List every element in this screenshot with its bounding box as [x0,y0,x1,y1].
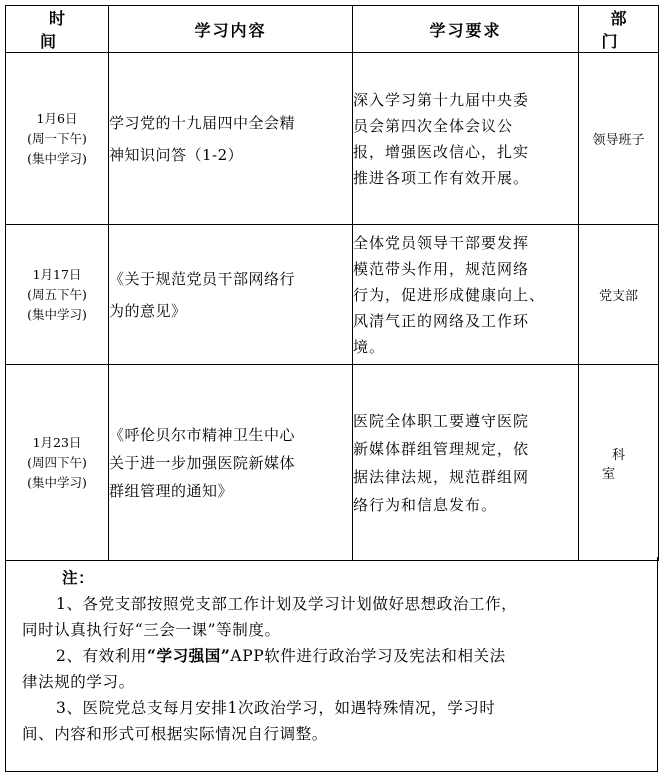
content-line: 学习党的十九届四中全会精 [109,113,296,132]
time-weekday: (周五下午) [27,286,87,302]
requirement-line: 推进各项工作有效开展。 [353,168,530,187]
note-text: APP软件进行政治学习及宪法和相关法 [230,647,506,665]
note-item-3-continued: 间、内容和形式可根据实际情况自行调整。 [22,725,328,743]
study-schedule-table [5,5,659,561]
time-date: 1月23日 [32,434,82,450]
requirement-line: 医院全体职工要遵守医院 [353,411,530,430]
requirement-line: 模范带头作用，规范网络 [353,259,530,278]
note-item-3 [22,695,647,721]
requirement-line: 行为，促进形成健康向上、 [353,285,546,304]
requirement-cell [353,53,579,225]
notes-section [5,557,658,772]
header-time: 时 间 [6,6,109,53]
time-cell [6,365,109,561]
note-text: 2、有效利用 [56,647,147,665]
time-weekday: (周四下午) [27,454,87,470]
requirement-line: 全体党员领导干部要发挥 [353,233,530,252]
department-cell: 党支部 [579,225,659,365]
time-weekday: (周一下午) [27,130,87,146]
content-line: 《关于规范党员干部网络行 [109,269,296,288]
table-row [6,53,659,225]
content-line: 为的意见》 [109,301,187,320]
note-text: 3、医院党总支每月安排1次政治学习，如遇特殊情况，学习时 [56,699,496,717]
table-row [6,225,659,365]
department-cell: 科 室 [579,365,659,561]
note-item-2-continued: 律法规的学习。 [22,673,135,691]
content-cell [109,225,353,365]
requirement-line: 络行为和信息发布。 [353,495,498,514]
requirement-line: 新媒体群组管理规定，依 [353,439,530,458]
note-item-1 [22,591,647,617]
content-cell [109,53,353,225]
note-item-2 [22,643,647,669]
requirement-line: 风清气正的网络及工作环 [353,311,530,330]
requirement-line: 据法律法规，规范群组网 [353,467,530,486]
time-mode: (集中学习) [27,150,87,166]
content-line: 神知识问答（1-2） [109,145,244,164]
content-line: 《呼伦贝尔市精神卫生中心 [109,425,296,444]
note-text: 1、各党支部按照党支部工作计划及学习计划做好思想政治工作， [56,595,518,613]
time-date: 1月6日 [36,110,78,126]
department-cell: 领导班子 [579,53,659,225]
note-emphasis: “学习强国” [146,646,231,665]
requirement-line: 深入学习第十九届中央委 [353,90,530,109]
time-date: 1月17日 [32,266,82,282]
time-mode: (集中学习) [27,474,87,490]
content-cell [109,365,353,561]
table-row [6,365,659,561]
requirement-line: 报，增强医改信心，扎实 [353,142,530,161]
header-content: 学习内容 [109,6,353,53]
content-line: 群组管理的通知》 [109,481,234,500]
requirement-line: 境。 [353,337,386,356]
time-mode: (集中学习) [27,306,87,322]
requirement-cell [353,365,579,561]
header-department: 部 门 [579,6,659,53]
time-cell [6,225,109,365]
table-header-row [6,6,659,53]
content-line: 关于进一步加强医院新媒体 [109,453,296,472]
requirement-line: 员会第四次全体会议公 [353,116,514,135]
header-requirement: 学习要求 [353,6,579,53]
requirement-cell [353,225,579,365]
time-cell [6,53,109,225]
notes-title: 注： [62,568,95,587]
note-item-1-continued: 同时认真执行好“三会一课”等制度。 [22,621,281,639]
